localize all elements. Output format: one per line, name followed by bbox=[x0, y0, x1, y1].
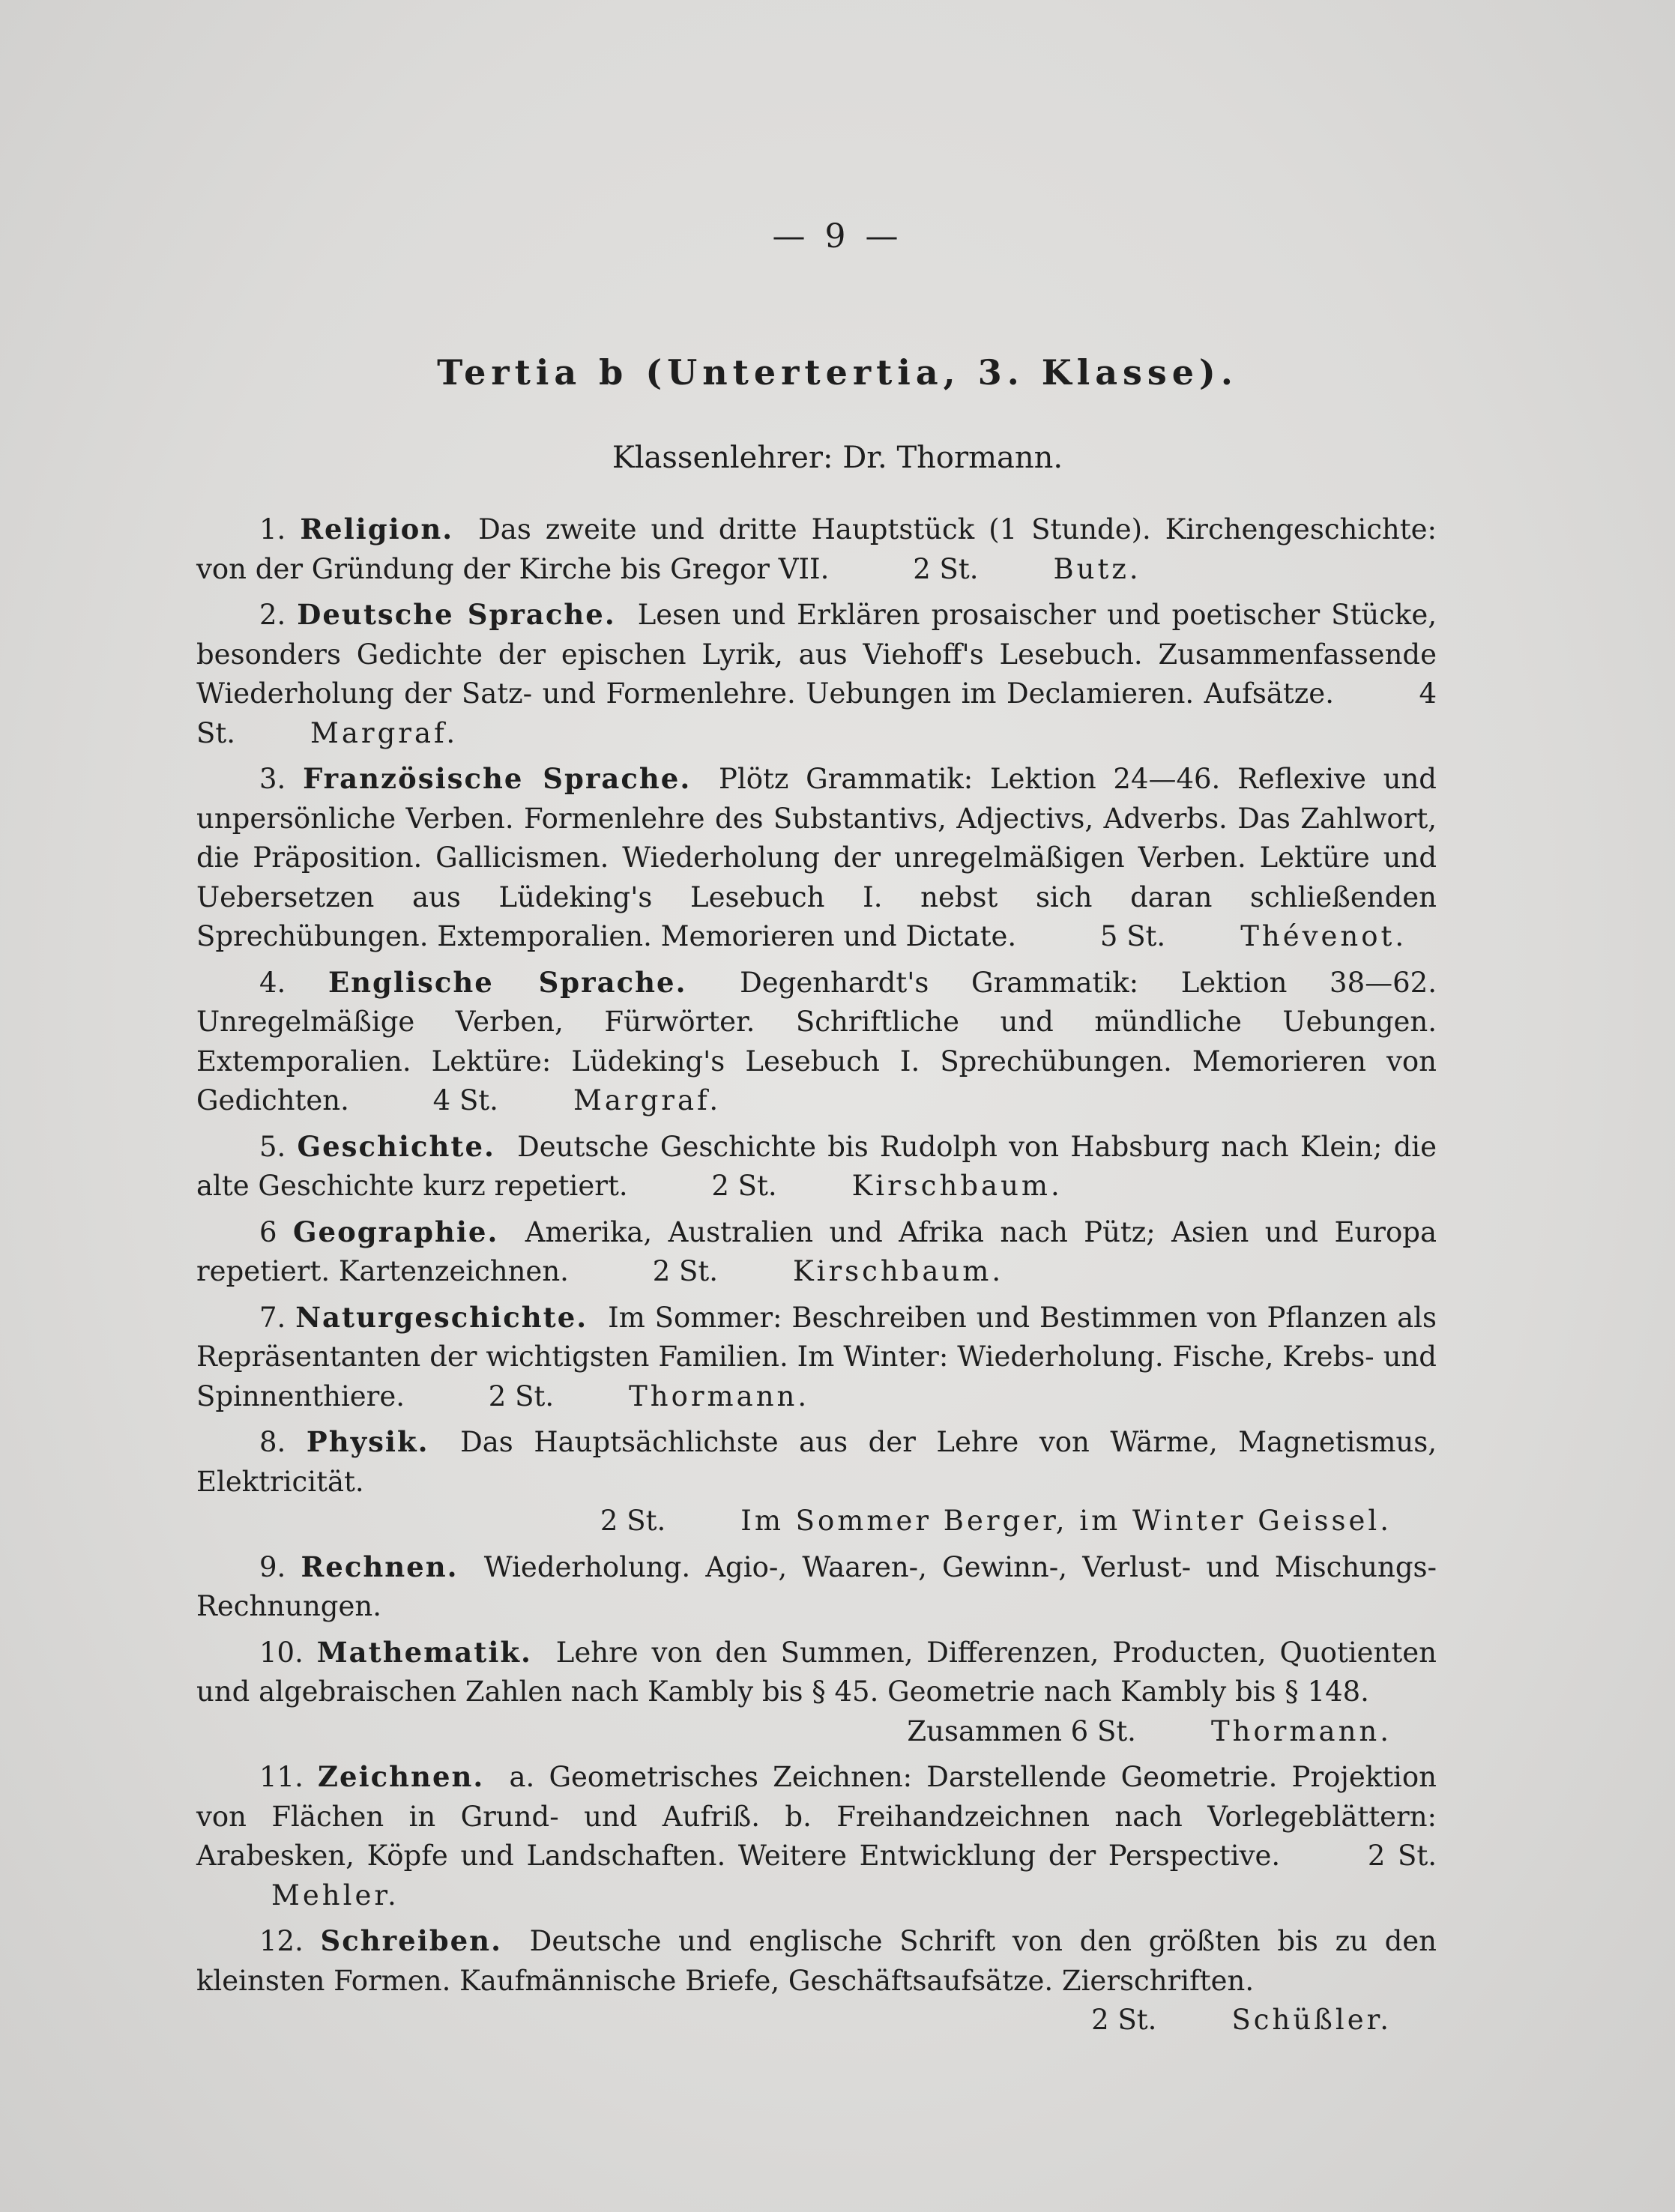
subject-name: Geschichte. bbox=[297, 1129, 495, 1163]
subject-rechnen bbox=[196, 1547, 1437, 1627]
subject-teacher: Im Sommer Berger, im Winter Geissel. bbox=[740, 1505, 1392, 1537]
subject-text: Deutsche und englische Schrift von den größten bis zu den kleinsten Formen. Kaufmännische Briefe, Geschäftsaufsätze. Zierschriften. bbox=[196, 1925, 1437, 1997]
subject-text: Lesen und Erklären prosaischer und poetischer Stücke, besonders Gedichte der epischen Lyrik, aus Viehoff's Lesebuch. Zusammenfassende Wiederholung der Satz- und Formenlehre. Uebungen im Declamieren. Aufsätze. bbox=[196, 599, 1437, 710]
subject-number: 3. bbox=[259, 763, 286, 795]
subject-text: Lehre von den Summen, Differenzen, Producten, Quotienten und algebraischen Zahlen nach Kambly bis § 45. Geometrie nach Kambly bis § 148. bbox=[196, 1636, 1437, 1708]
subject-text: Deutsche Geschichte bis Rudolph von Habsburg nach Klein; die alte Geschichte kurz repetiert. bbox=[196, 1130, 1437, 1202]
subject-number: 10. bbox=[259, 1636, 304, 1669]
subject-number: 8. bbox=[259, 1426, 286, 1458]
subject-religion bbox=[196, 510, 1437, 589]
subject-hours: 2 St. bbox=[913, 552, 979, 585]
subject-name: Mathematik. bbox=[316, 1635, 532, 1669]
subject-text: Im Sommer: Beschreiben und Bestimmen von Pflanzen als Repräsentanten der wichtigsten Familien. Im Winter: Wiederholung. Fische, Krebs- und Spinnenthiere. bbox=[196, 1301, 1437, 1412]
subject-list bbox=[196, 510, 1437, 2046]
subject-teacher: Thormann. bbox=[1210, 1714, 1392, 1747]
page-number: — 9 — bbox=[772, 217, 903, 256]
subject-text: Plötz Grammatik: Lektion 24—46. Reflexive und unpersönliche Verben. Formenlehre des Substantivs, Adjectivs, Adverbs. Das Zahlwort, die Präposition. Gallicismen. Wiederholung der unregelmäßigen Verben. Lektüre und Uebersetzen aus Lüdeking's Lesebuch I. nebst sich daran schließenden Sprechübungen. Extemporalien. Memorieren und Dictate. bbox=[196, 763, 1437, 952]
subject-number: 5. bbox=[259, 1130, 286, 1163]
subject-teacher: Margraf. bbox=[573, 1084, 722, 1116]
subject-number: 6 bbox=[259, 1215, 277, 1248]
subject-teacher: Thévenot. bbox=[1240, 920, 1407, 952]
subject-number: 9. bbox=[259, 1550, 286, 1583]
subject-hours: 2 St. bbox=[488, 1380, 555, 1412]
subject-zeichnen bbox=[196, 1757, 1437, 1915]
subject-name: Rechnen. bbox=[301, 1550, 459, 1583]
subject-number: 1. bbox=[259, 513, 286, 546]
subject-teacher: Kirschbaum. bbox=[851, 1170, 1063, 1202]
subject-naturgeschichte bbox=[196, 1298, 1437, 1417]
subject-text: Das zweite und dritte Hauptstück (1 Stunde). Kirchengeschichte: von der Gründung der Kirche bis Gregor VII. bbox=[196, 513, 1437, 585]
subject-name: Schreiben. bbox=[320, 1924, 502, 1957]
subject-teacher: Kirschbaum. bbox=[792, 1255, 1004, 1287]
subject-hours: 4 St. bbox=[196, 677, 1437, 749]
subject-number: 7. bbox=[259, 1301, 286, 1334]
subject-mathematik bbox=[196, 1633, 1437, 1752]
subject-text: Amerika, Australien und Afrika nach Pütz; Asien und Europa repetiert. Kartenzeichnen. bbox=[196, 1215, 1437, 1287]
subject-geographie bbox=[196, 1212, 1437, 1292]
subject-hours: 2 St. bbox=[1091, 2004, 1157, 2036]
class-teacher: Klassenlehrer: Dr. Thormann. bbox=[612, 441, 1063, 475]
subject-text: a. Geometrisches Zeichnen: Darstellende Geometrie. Projektion von Flächen in Grund- und Aufriß. b. Freihandzeichnen nach Vorlegeblättern: Arabesken, Köpfe und Landschaften. Weitere Entwicklung der Perspective. bbox=[196, 1761, 1437, 1872]
subject-name: Französische Sprache. bbox=[303, 762, 692, 795]
subject-number: 12. bbox=[259, 1925, 304, 1957]
subject-number: 11. bbox=[259, 1761, 304, 1793]
subject-hours: Zusammen 6 St. bbox=[907, 1714, 1136, 1747]
subject-hours: 2 St. bbox=[652, 1255, 718, 1287]
subject-teacher: Mehler. bbox=[271, 1879, 399, 1912]
subject-name: Naturgeschichte. bbox=[295, 1300, 588, 1334]
subject-hours: 5 St. bbox=[1099, 920, 1166, 952]
subject-number: 4. bbox=[259, 966, 286, 999]
subject-deutsche-sprache bbox=[196, 595, 1437, 753]
subject-teacher: Thormann. bbox=[629, 1380, 810, 1412]
subject-hours: 2 St. bbox=[711, 1170, 777, 1202]
subject-geschichte bbox=[196, 1127, 1437, 1206]
subject-schreiben bbox=[196, 1921, 1437, 2040]
subject-name: Zeichnen. bbox=[318, 1760, 485, 1793]
subject-name: Deutsche Sprache. bbox=[297, 598, 616, 631]
class-title: Tertia b (Untertertia, 3. Klasse). bbox=[437, 352, 1238, 393]
subject-teacher: Margraf. bbox=[310, 716, 459, 749]
subject-text: Das Hauptsächlichste aus der Lehre von Wärme, Magnetismus, Elektricität. bbox=[196, 1426, 1437, 1498]
subject-text: Wiederholung. Agio-, Waaren-, Gewinn-, Verlust- und Mischungs-Rechnungen. bbox=[196, 1550, 1437, 1622]
subject-number: 2. bbox=[259, 599, 286, 631]
subject-text: Degenhardt's Grammatik: Lektion 38—62. Unregelmäßige Verben, Fürwörter. Schriftliche und mündliche Uebungen. Extemporalien. Lektüre: Lüdeking's Lesebuch I. Sprechübungen. Memorieren von Gedichten. bbox=[196, 966, 1437, 1116]
subject-name: Geographie. bbox=[292, 1215, 499, 1248]
subject-name: Physik. bbox=[306, 1425, 429, 1458]
subject-hours: 2 St. bbox=[1367, 1840, 1437, 1872]
subject-franzoesische-sprache bbox=[196, 759, 1437, 957]
subject-teacher: Schüßler. bbox=[1231, 2004, 1392, 2036]
subject-name: Englische Sprache. bbox=[328, 965, 687, 999]
subject-hours: 4 St. bbox=[432, 1084, 498, 1116]
subject-name: Religion. bbox=[300, 513, 454, 546]
subject-physik bbox=[196, 1422, 1437, 1541]
subject-teacher: Butz. bbox=[1053, 552, 1141, 585]
subject-englische-sprache bbox=[196, 963, 1437, 1121]
subject-hours: 2 St. bbox=[600, 1505, 666, 1537]
